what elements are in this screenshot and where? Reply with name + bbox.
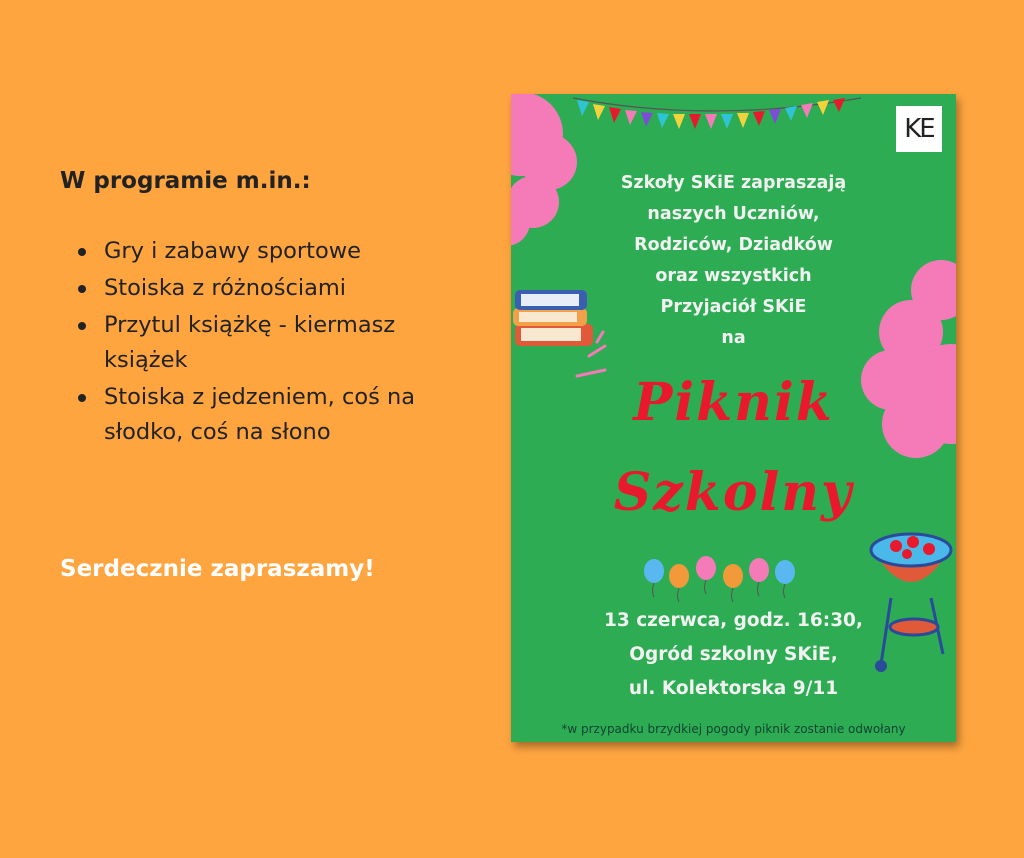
bunting-icon — [573, 98, 861, 129]
program-heading: W programie m.in.: — [60, 168, 311, 194]
event-date: 13 czerwca, godz. 16:30, — [604, 610, 863, 631]
program-panel — [60, 168, 470, 452]
invite-text — [561, 168, 906, 354]
logo — [896, 106, 942, 152]
program-item: Przytul książkę - kiermasz książek — [60, 308, 470, 378]
event-poster — [511, 94, 956, 742]
logo-mark: KE — [904, 114, 934, 144]
program-item: Stoiska z jedzeniem, coś na słodko, coś na słono — [60, 380, 470, 450]
program-item: Stoiska z różnościami — [60, 271, 470, 306]
invite-line: Szkoły SKiE zapraszają — [620, 173, 847, 193]
invite-line: naszych Uczniów, — [647, 204, 820, 224]
invite-line: na — [721, 328, 746, 348]
event-address: ul. Kolektorska 9/11 — [628, 678, 839, 699]
poster-title-line-2: Szkolny — [613, 462, 854, 523]
footnote: *w przypadku brzydkiej pogody piknik zostanie odwołany — [561, 722, 906, 736]
invite-line: Rodziców, Dziadków — [634, 235, 833, 255]
invite-line: oraz wszystkich — [655, 266, 812, 286]
poster-title-line-1: Piknik — [633, 372, 834, 433]
balloons-icon — [644, 556, 795, 602]
invite-line: Przyjaciół SKiE — [660, 297, 807, 317]
closing-text: Serdecznie zapraszamy! — [60, 556, 375, 582]
event-venue: Ogród szkolny SKiE, — [629, 644, 838, 665]
program-item: Gry i zabawy sportowe — [60, 234, 470, 269]
event-details — [561, 604, 906, 706]
program-list — [60, 234, 470, 450]
